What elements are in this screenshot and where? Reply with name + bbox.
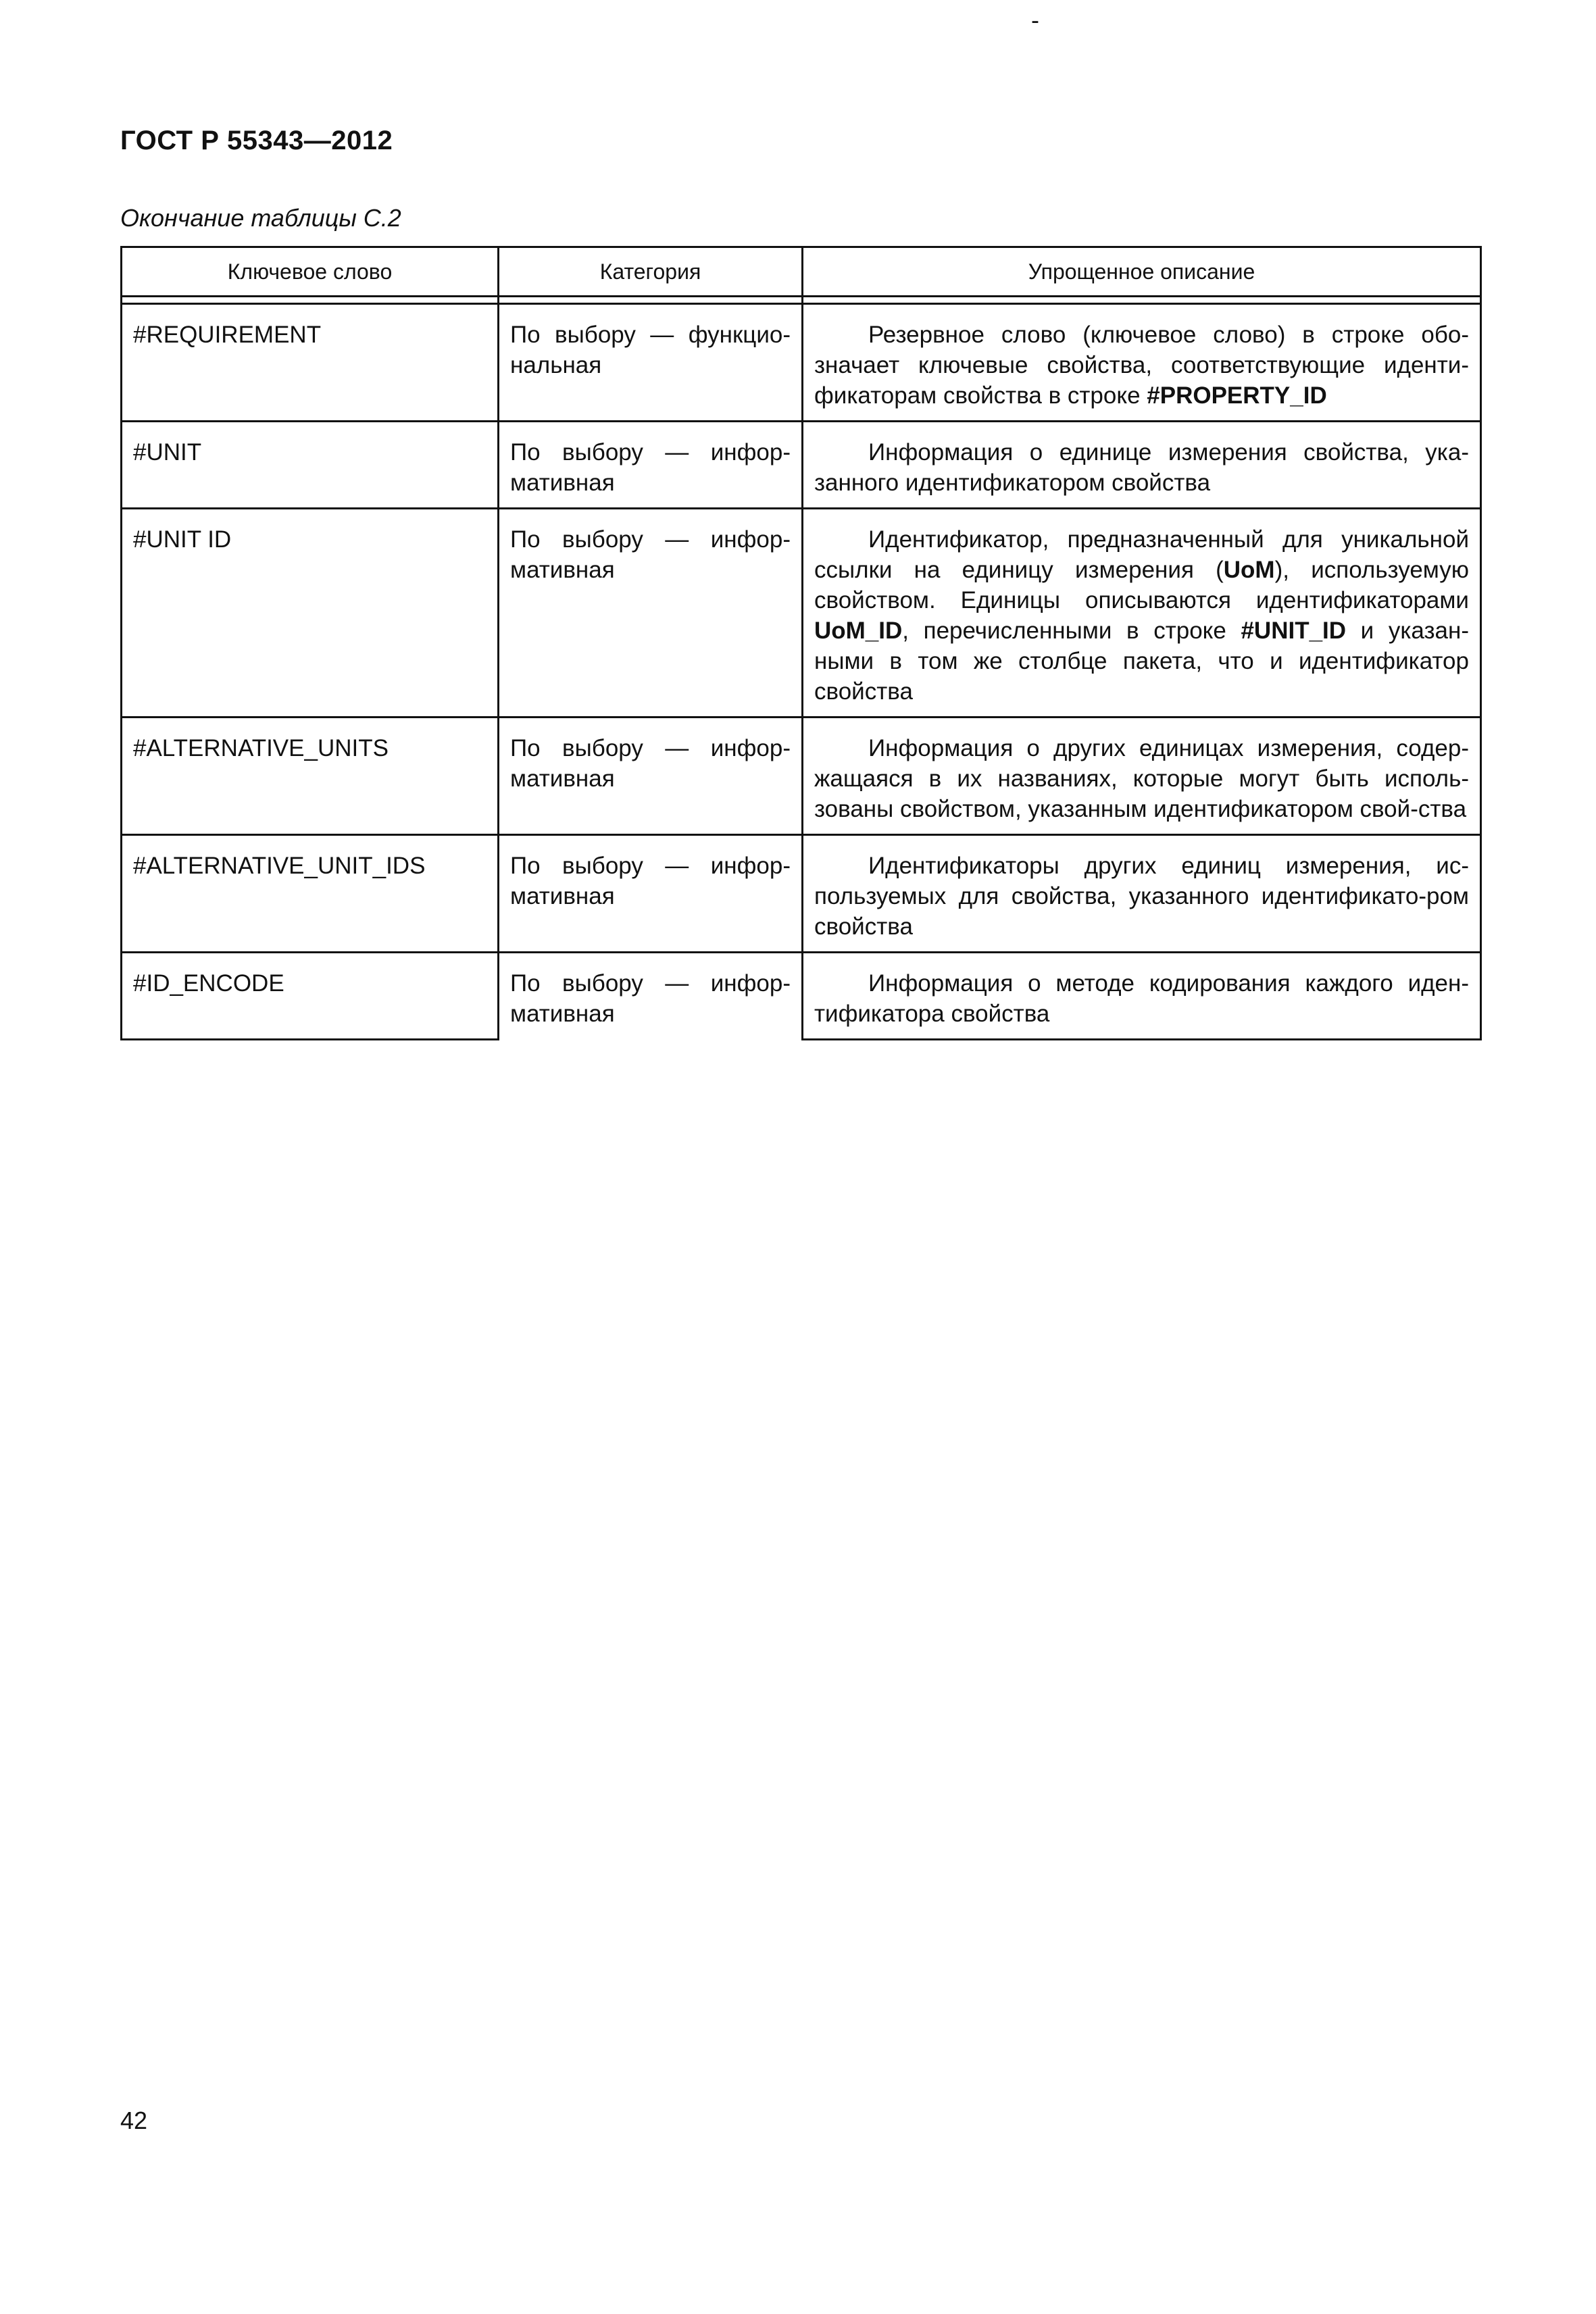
table-header-row xyxy=(122,247,1481,297)
keyword-cell: #REQUIREMENT xyxy=(122,304,499,422)
category-cell: По выбору — инфор-мативная xyxy=(499,718,803,835)
table-body xyxy=(122,304,1481,1040)
description-cell: Информация о методе кодирования каждого иден-тификатора свойства xyxy=(803,953,1481,1040)
keyword-cell: #UNIT xyxy=(122,422,499,509)
table-caption: Окончание таблицы С.2 xyxy=(120,204,401,232)
header-separator xyxy=(122,297,1481,304)
description-cell: Идентификаторы других единиц измерения, ис-пользуемых для свойства, указанного идентификато-ром свойства xyxy=(803,835,1481,953)
keyword-cell: #ID_ENCODE xyxy=(122,953,499,1040)
header-description: Упрощенное описание xyxy=(803,247,1481,297)
category-cell: По выбору — инфор-мативная xyxy=(499,422,803,509)
table-row xyxy=(122,718,1481,835)
keyword-cell: #UNIT ID xyxy=(122,509,499,718)
table-row xyxy=(122,509,1481,718)
table-row xyxy=(122,835,1481,953)
document-code: ГОСТ Р 55343—2012 xyxy=(120,126,393,155)
table-row xyxy=(122,304,1481,422)
header-keyword: Ключевое слово xyxy=(122,247,499,297)
category-cell: По выбору — функцио-нальная xyxy=(499,304,803,422)
keyword-cell: #ALTERNATIVE_UNIT_IDS xyxy=(122,835,499,953)
description-cell: Резервное слово (ключевое слово) в строке обо-значает ключевые свойства, соответствующие иденти-фикаторам свойства в строке #PROPERTY_ID xyxy=(803,304,1481,422)
description-cell: Информация о других единицах измерения, содер-жащаяся в их названиях, которые могут быть исполь-зованы свойством, указанным идентификатором свой-ства xyxy=(803,718,1481,835)
category-cell: По выбору — инфор-мативная xyxy=(499,835,803,953)
top-dash-mark: - xyxy=(1031,6,1039,34)
table-row xyxy=(122,422,1481,509)
header-category: Категория xyxy=(499,247,803,297)
keyword-cell: #ALTERNATIVE_UNITS xyxy=(122,718,499,835)
category-cell: По выбору — инфор-мативная xyxy=(499,953,803,1040)
page-number: 42 xyxy=(120,2107,148,2134)
description-cell: Идентификатор, предназначенный для уникальной ссылки на единицу измерения (UoM), используемую свойством. Единицы описываются идентификаторами UoM_ID, перечисленными в строке #UNIT_ID и указан-ными в том же столбце пакета, что и идентификатор свойства xyxy=(803,509,1481,718)
category-cell: По выбору — инфор-мативная xyxy=(499,509,803,718)
description-cell: Информация о единице измерения свойства, ука-занного идентификатором свойства xyxy=(803,422,1481,509)
table-row xyxy=(122,953,1481,1040)
keyword-table xyxy=(120,246,1482,1040)
